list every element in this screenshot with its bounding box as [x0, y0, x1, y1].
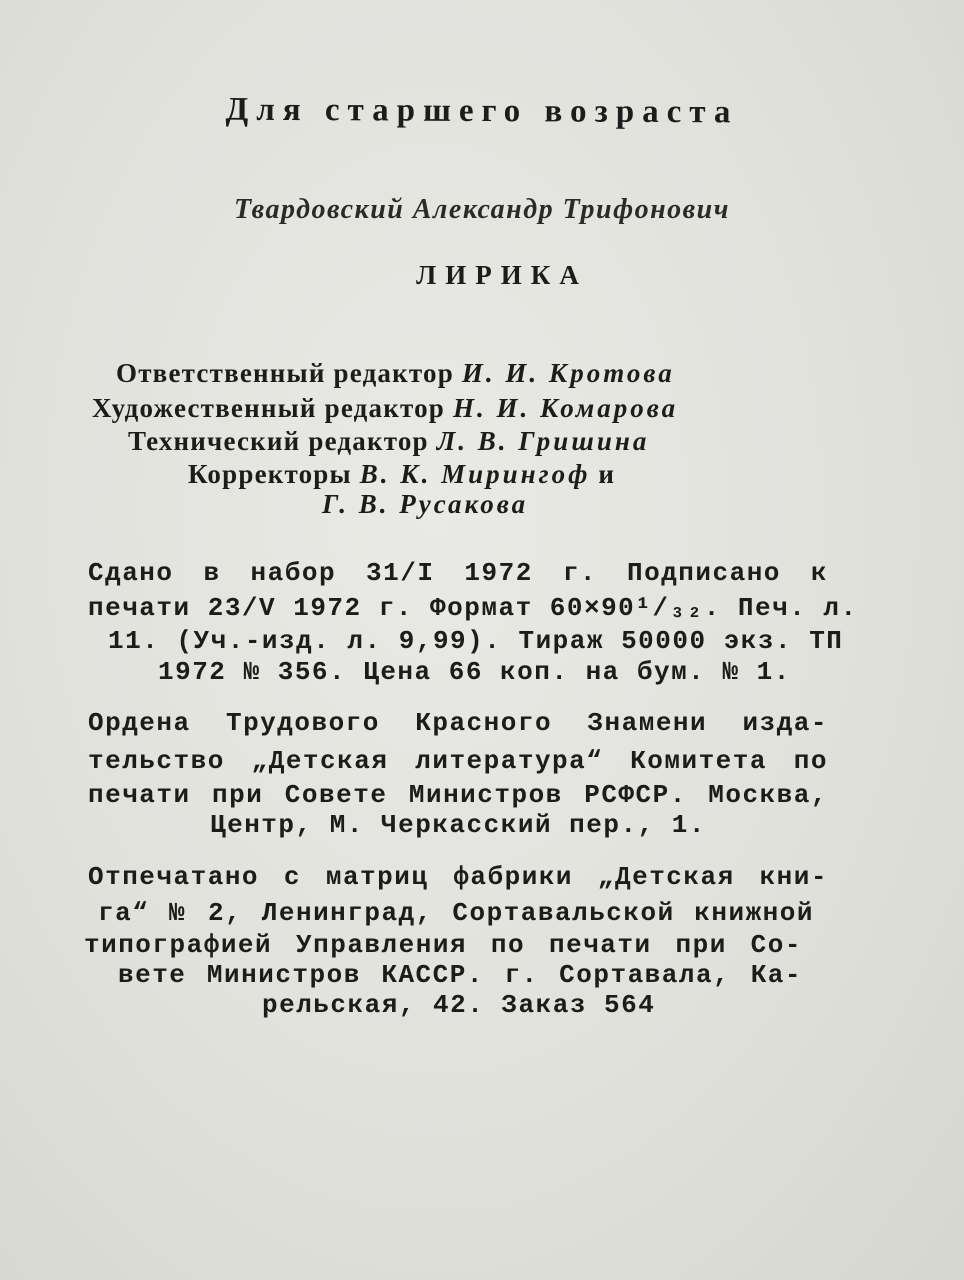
- print-info-line: печати 23/V 1972 г. Формат 60×90¹/₃₂. Печ. л.: [88, 593, 858, 623]
- credit-name: Л. В. Гришина: [436, 426, 650, 456]
- credit-line: [128, 426, 649, 457]
- publisher-info-line: печати при Совете Министров РСФСР. Москва,: [88, 780, 828, 810]
- credit-name: Н. И. Комарова: [452, 393, 679, 423]
- credit-suffix: и: [598, 459, 616, 489]
- credit-line: [92, 393, 678, 424]
- credit-role: Художественный редактор: [92, 393, 445, 423]
- credit-line: [188, 459, 615, 490]
- credit-name: И. И. Кротова: [461, 358, 675, 388]
- printer-info-line: рельская, 42. Заказ 564: [262, 990, 656, 1020]
- credit-role: Ответственный редактор: [116, 358, 454, 388]
- print-info-line: 1972 № 356. Цена 66 коп. на бум. № 1.: [158, 657, 791, 687]
- credit-role: Корректоры: [188, 459, 352, 489]
- author-name: Твардовский Александр Трифонович: [234, 194, 730, 225]
- printer-info-line: га“ № 2, Ленинград, Сортавальской книжной: [98, 898, 814, 928]
- credit-name: Г. В. Русакова: [322, 489, 529, 519]
- print-info-line: 11. (Уч.-изд. л. 9,99). Тираж 50000 экз. ТП: [108, 626, 844, 656]
- print-info-line: Сдано в набор 31/I 1972 г. Подписано к: [88, 558, 828, 588]
- series-label: Для старшего возраста: [225, 91, 739, 131]
- printer-info-line: типографией Управления по печати при Со-: [84, 930, 802, 960]
- credit-role: Технический редактор: [128, 426, 429, 456]
- credit-line: [322, 489, 528, 520]
- publisher-info-line: Ордена Трудового Красного Знамени изда-: [88, 708, 828, 738]
- publisher-info-line: Центр, М. Черкасский пер., 1.: [210, 810, 706, 840]
- book-title: ЛИРИКА: [416, 260, 588, 290]
- credit-line: [116, 358, 675, 389]
- printer-info-line: Отпечатано с матриц фабрики „Детская кни-: [88, 862, 828, 892]
- printer-info-line: вете Министров КАССР. г. Сортавала, Ка-: [118, 960, 802, 990]
- credit-name: В. К. Мирингоф: [359, 459, 591, 489]
- publisher-info-line: тельство „Детская литература“ Комитета по: [88, 746, 828, 776]
